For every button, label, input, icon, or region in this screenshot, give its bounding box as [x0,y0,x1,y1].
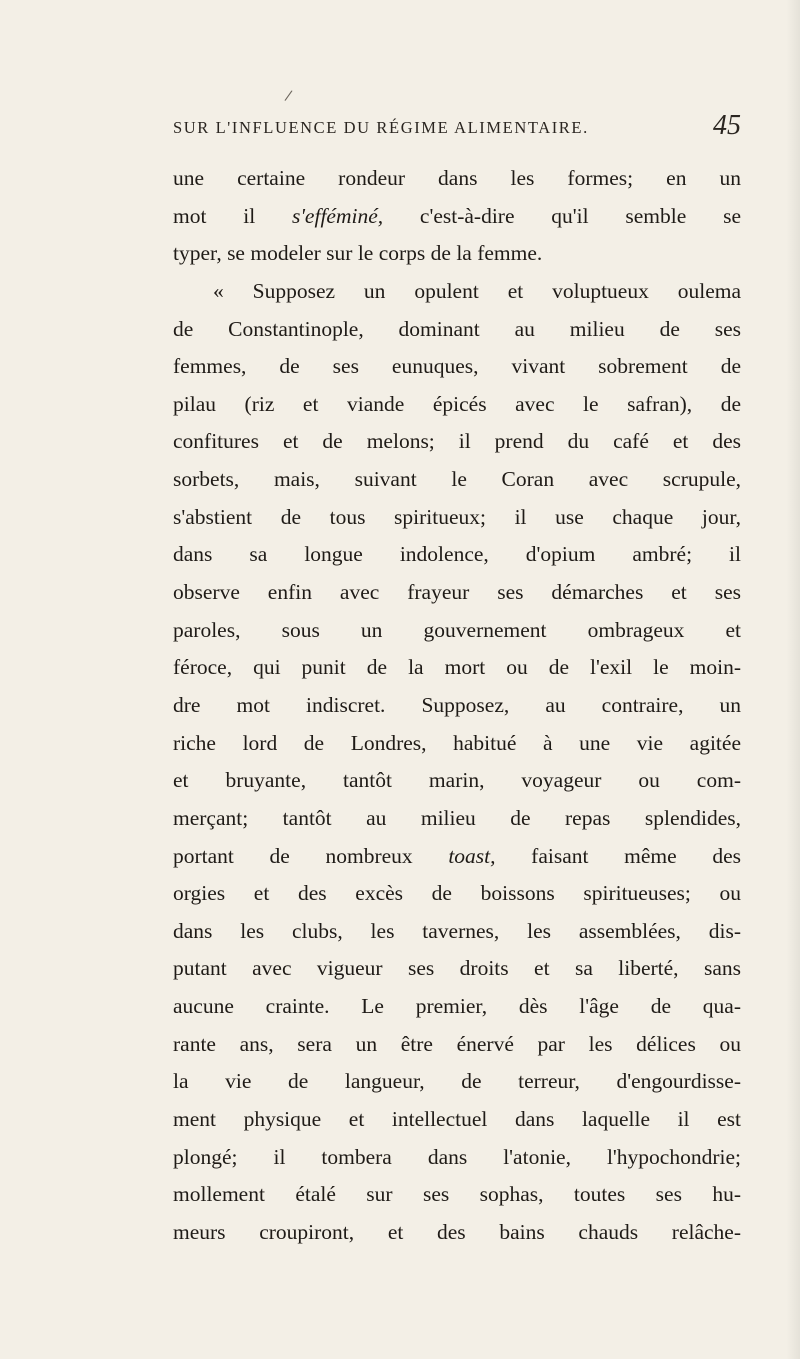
text-line-19 [173,838,741,876]
text-line-12: observe enfin avec frayeur ses démarches et ses [173,580,741,605]
text-line-11: dans sa longue indolence, d'opium ambré; il [173,542,741,567]
text-line-2 [173,198,741,236]
text-line-1: une certaine rondeur dans les formes; en un [173,166,741,190]
text-line-28: mollement étalé sur ses sophas, toutes ses hu- [173,1182,741,1207]
text-line-9: sorbets, mais, suivant le Coran avec scrupule, [173,467,741,492]
running-title: SUR L'INFLUENCE DU RÉGIME ALIMENTAIRE. [173,118,589,137]
text-line-20: orgies et des excès de boissons spiritueuses; ou [173,881,741,906]
text-line-25: la vie de langueur, de terreur, d'engourdisse- [173,1069,741,1094]
ink-mark: / [283,87,294,105]
text-line-22: putant avec vigueur ses droits et sa liberté, sans [173,956,741,981]
line-19-start: portant de nombreux [173,843,449,868]
emphasis-seffemine: s'efféminé, [291,203,384,228]
text-line-5: de Constantinople, dominant au milieu de ses [173,316,741,341]
text-line-15: dre mot indiscret. Supposez, au contraire, un [173,692,741,717]
text-line-27: plongé; il tombera dans l'atonie, l'hypochondrie; [173,1144,741,1169]
text-line-18: merçant; tantôt au milieu de repas splendides, [173,805,741,830]
text-line-23: aucune crainte. Le premier, dès l'âge de qua- [173,994,741,1019]
text-line-21: dans les clubs, les tavernes, les assemblées, dis- [173,918,741,943]
line-2-start: mot il [173,203,292,228]
text-line-3: typer, se modeler sur le corps de la femme. [173,241,543,266]
page-edge-shadow [786,0,800,1359]
text-line-6: femmes, de ses eunuques, vivant sobrement de [173,354,741,379]
page-number: 45 [713,110,741,141]
text-line-17: et bruyante, tantôt marin, voyageur ou com- [173,768,741,793]
line-19-end: faisant même des [495,843,741,868]
text-line-13: paroles, sous un gouvernement ombrageux et [173,617,741,642]
text-line-10: s'abstient de tous spiritueux; il use chaque jour, [173,504,741,529]
text-line-4: « Supposez un opulent et voluptueux oulema [213,278,741,303]
line-2-end: c'est-à-dire qu'il semble se [383,203,741,228]
text-line-29: meurs croupiront, et des bains chauds relâche- [173,1219,741,1244]
text-line-24: rante ans, sera un être énervé par les délices ou [173,1031,741,1056]
text-line-26: ment physique et intellectuel dans laquelle il est [173,1107,741,1132]
text-line-16: riche lord de Londres, habitué à une vie agitée [173,730,741,755]
emphasis-toast: toast, [448,843,496,868]
text-line-14: féroce, qui punit de la mort ou de l'exil le moin- [173,655,741,680]
body-text [173,160,741,1252]
text-line-7: pilau (riz et viande épicés avec le safran), de [173,391,741,416]
text-line-8: confitures et de melons; il prend du café et des [173,429,741,454]
running-head [173,110,741,146]
